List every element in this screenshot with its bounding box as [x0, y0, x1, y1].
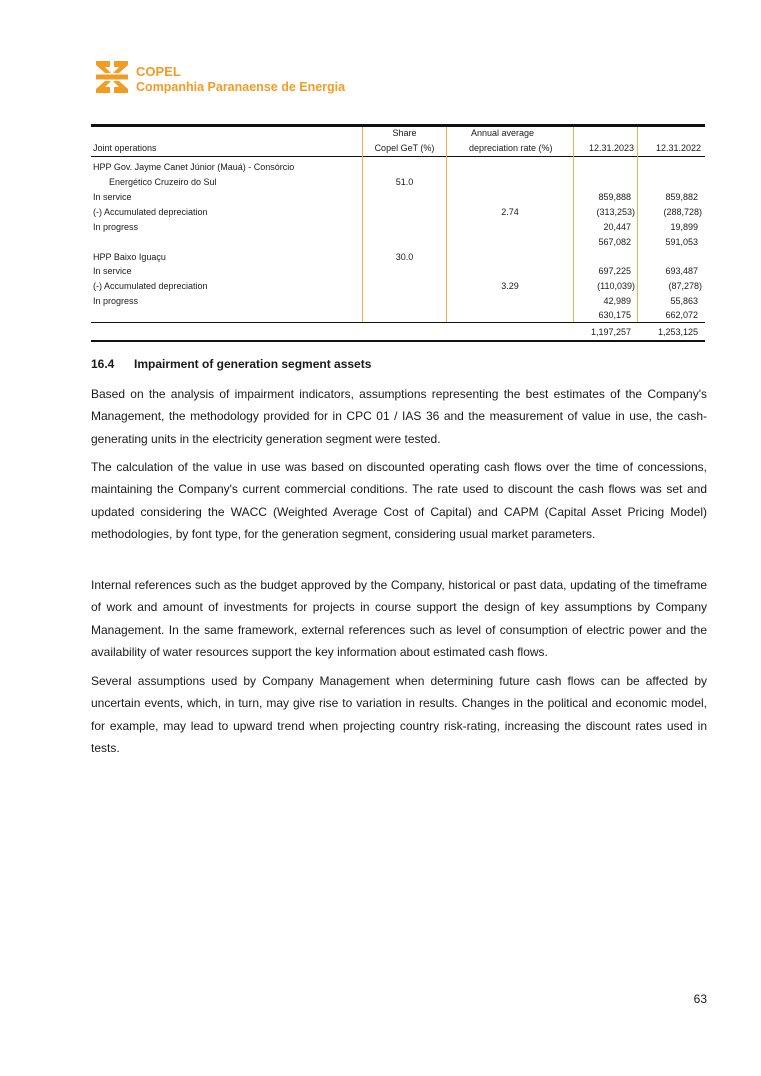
- row-value-2023: 20,447: [603, 222, 631, 232]
- group1-share: 51.0: [395, 177, 414, 187]
- row-value-2022: 859,882: [665, 192, 698, 202]
- row-label: In service: [93, 266, 132, 276]
- joint-operations-table: [91, 124, 705, 342]
- table-bottom-rule: [91, 340, 705, 342]
- group1-name-line1: HPP Gov. Jayme Canet Júnior (Mauá) - Consórcio: [93, 162, 295, 172]
- table-header-rule: [91, 156, 705, 157]
- row-rate: 2.74: [501, 207, 519, 217]
- header-share-line1: Share: [392, 128, 417, 138]
- header-rate-line2: depreciation rate (%): [469, 143, 553, 153]
- paragraph: Several assumptions used by Company Management when determining future cash flows can be affected by uncertain events, which, in turn, may give rise to variation in results. Changes in the political and economic model, for example, may lead to upward trend when projecting country risk-rating, increasing the discount rates used in tests.: [91, 674, 707, 756]
- copel-logo-icon: [94, 59, 130, 95]
- row-rate: 3.29: [501, 281, 519, 291]
- table-column-divider: [362, 127, 363, 322]
- section-heading: [91, 357, 371, 371]
- section-number: 16.4: [91, 357, 115, 371]
- paragraph: The calculation of the value in use was based on discounted operating cash flows over the time of concessions, maintaining the Company's current commercial conditions. The rate used to discount the cash flows was set and updated considering the WACC (Weighted Average Cost of Capital) and CAPM (Capital Asset Pricing Model) methodologies, by font type, for the generation segment, considering usual market parameters.: [91, 460, 707, 542]
- total-2023: 1,197,257: [590, 327, 631, 337]
- row-value-2023: 859,888: [598, 192, 631, 202]
- group2-share: 30.0: [395, 252, 414, 262]
- group2-subtotal-2022: 662,072: [665, 310, 698, 320]
- row-label: In progress: [93, 296, 139, 306]
- row-value-2022: (288,728): [663, 207, 702, 217]
- row-value-2022: (87,278): [668, 281, 702, 291]
- row-value-2022: 19,899: [670, 222, 698, 232]
- row-value-2023: 697,225: [598, 266, 631, 276]
- group2-name: HPP Baixo Iguaçu: [93, 252, 166, 262]
- paragraph: Based on the analysis of impairment indicators, assumptions representing the best estimates of the Company's Management, the methodology provided for in CPC 01 / IAS 36 and the measurement of value in use, the cash-generating units in the electricity generation segment were tested.: [91, 387, 707, 446]
- company-short-name: COPEL: [136, 64, 181, 79]
- paragraph: Internal references such as the budget approved by the Company, historical or past data, updating of the timeframe of work and amount of investments for projects in course support the design of key assumptions by Company Management. In the same framework, external references such as level of consumption of electric power and the availability of water resources support the key information about estimated cash flows.: [91, 578, 707, 660]
- row-label: (-) Accumulated depreciation: [93, 281, 208, 291]
- table-total-rule: [91, 322, 705, 323]
- group1-name-line2: Energético Cruzeiro do Sul: [109, 177, 217, 187]
- company-full-name: Companhia Paranaense de Energia: [136, 80, 346, 94]
- group1-subtotal-2023: 567,082: [598, 237, 631, 247]
- row-label: (-) Accumulated depreciation: [93, 207, 208, 217]
- header-joint-operations: Joint operations: [93, 143, 157, 153]
- row-value-2023: (110,039): [597, 281, 635, 291]
- row-value-2023: (313,253): [596, 207, 635, 217]
- section-title: Impairment of generation segment assets: [134, 357, 372, 371]
- header-rate-line1: Annual average: [471, 128, 535, 138]
- row-value-2023: 42,989: [603, 296, 631, 306]
- header-2023: 12.31.2023: [588, 143, 634, 153]
- row-value-2022: 693,487: [665, 266, 698, 276]
- row-label: In service: [93, 192, 132, 202]
- page-number: 63: [693, 992, 707, 1006]
- group1-subtotal-2022: 591,053: [665, 237, 698, 247]
- row-label: In progress: [93, 222, 139, 232]
- table-top-rule: [91, 124, 705, 127]
- total-2022: 1,253,125: [657, 327, 698, 337]
- table-column-divider: [446, 127, 447, 322]
- header-share-line2: Copel GeT (%): [374, 143, 435, 153]
- header-2022: 12.31.2022: [655, 143, 701, 153]
- group2-subtotal-2023: 630,175: [598, 310, 631, 320]
- row-value-2022: 55,863: [670, 296, 698, 306]
